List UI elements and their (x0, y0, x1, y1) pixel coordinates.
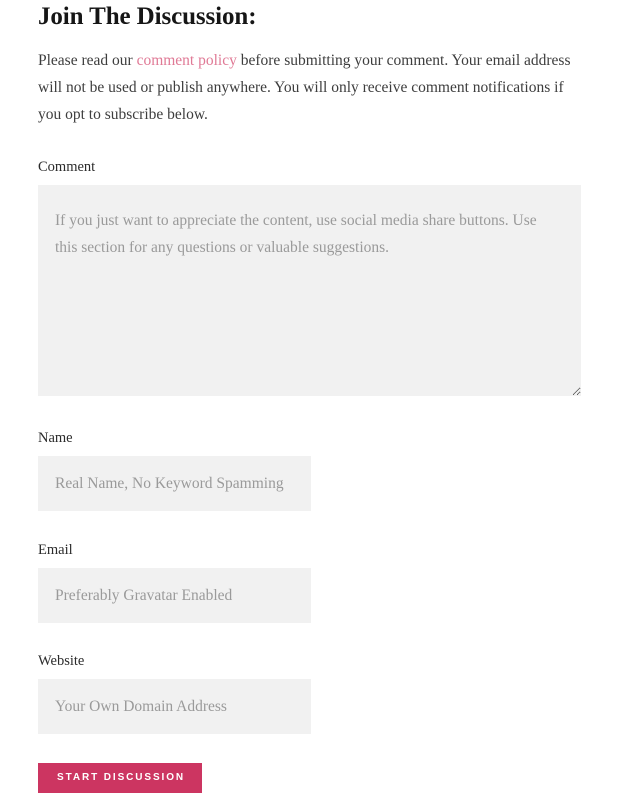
comment-input[interactable] (38, 185, 581, 396)
name-input[interactable] (38, 456, 311, 511)
comment-label: Comment (38, 159, 96, 175)
submit-row (38, 734, 597, 793)
website-field-group (38, 623, 597, 734)
start-discussion-button[interactable]: START DISCUSSION (38, 763, 202, 793)
name-field-group (38, 396, 597, 511)
comment-field-group (38, 128, 597, 396)
website-input[interactable] (38, 679, 311, 734)
name-label: Name (38, 430, 73, 446)
email-label: Email (38, 542, 73, 558)
email-input[interactable] (38, 568, 311, 623)
intro-text-after-link: before submitting your comment. Your email address will not be used or publish anywhere. You will only receive comment notifications if you opt to subscribe below. (38, 52, 571, 123)
email-field-group (38, 511, 597, 623)
page-title: Join The Discussion: (38, 3, 257, 30)
website-label: Website (38, 653, 85, 669)
intro-text-before-link: Please read our (38, 52, 137, 69)
comment-policy-link[interactable]: comment policy (136, 52, 237, 69)
form-intro-text (38, 33, 583, 128)
